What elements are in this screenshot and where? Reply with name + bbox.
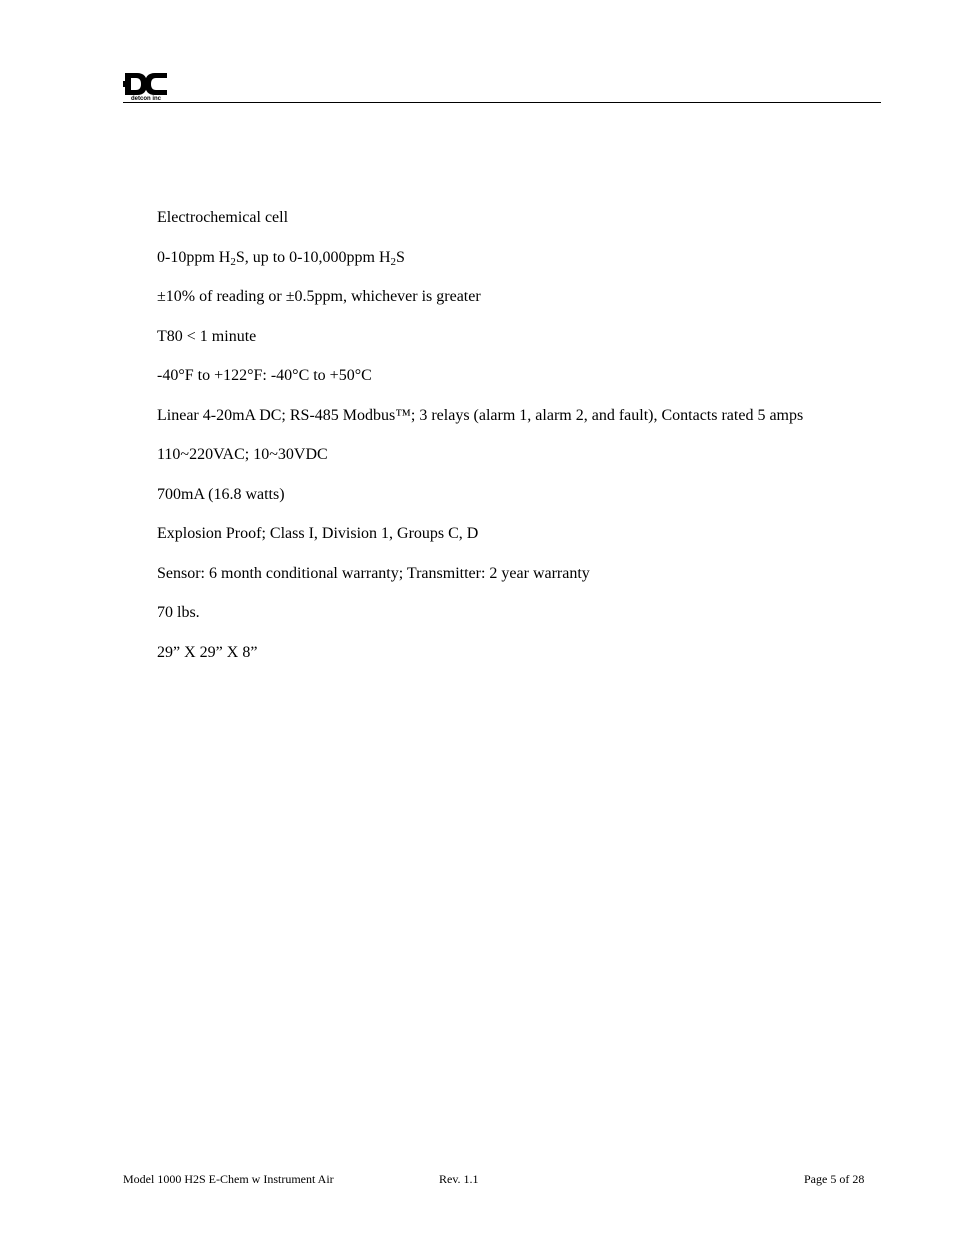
spec-dimensions: 29” X 29” X 8”	[157, 643, 258, 661]
spec-classification: Explosion Proof; Class I, Division 1, Groups C, D	[157, 525, 479, 542]
spec-range-part1: 0-10ppm H	[157, 248, 231, 266]
spec-range	[157, 248, 803, 288]
footer-page-number: Page 5 of 28	[804, 1172, 865, 1186]
spec-range-part3: S	[396, 248, 405, 266]
spec-accuracy: ±10% of reading or ±0.5ppm, whichever is greater	[157, 288, 481, 305]
spec-outputs: Linear 4-20mA DC; RS-485 Modbus™; 3 relays (alarm 1, alarm 2, and fault), Contacts rated 5 amps	[157, 406, 804, 424]
footer-document-title: Model 1000 H2S E-Chem w Instrument Air	[123, 1172, 334, 1186]
spec-response-time: T80 < 1 minute	[157, 327, 257, 345]
spec-range-subscript1: 2	[230, 255, 236, 268]
detcon-logo-icon	[123, 72, 169, 96]
logo-caption: detcon inc	[130, 96, 161, 102]
header-divider	[123, 102, 881, 103]
spec-sensor-type: Electrochemical cell	[157, 209, 289, 226]
spec-warranty: Sensor: 6 month conditional warranty; Transmitter: 2 year warranty	[157, 564, 590, 582]
spec-input-voltage: 110~220VAC; 10~30VDC	[157, 446, 328, 463]
company-logo	[123, 72, 169, 104]
spec-power: 700mA (16.8 watts)	[157, 485, 285, 503]
spec-temperature: -40°F to +122°F: -40°C to +50°C	[157, 367, 372, 384]
spec-range-subscript2: 2	[390, 255, 396, 268]
spec-weight: 70 lbs.	[157, 604, 200, 621]
footer-revision: Rev. 1.1	[439, 1172, 479, 1186]
spec-range-part2: S, up to 0-10,000ppm H	[235, 248, 391, 266]
specifications-list	[157, 208, 803, 682]
